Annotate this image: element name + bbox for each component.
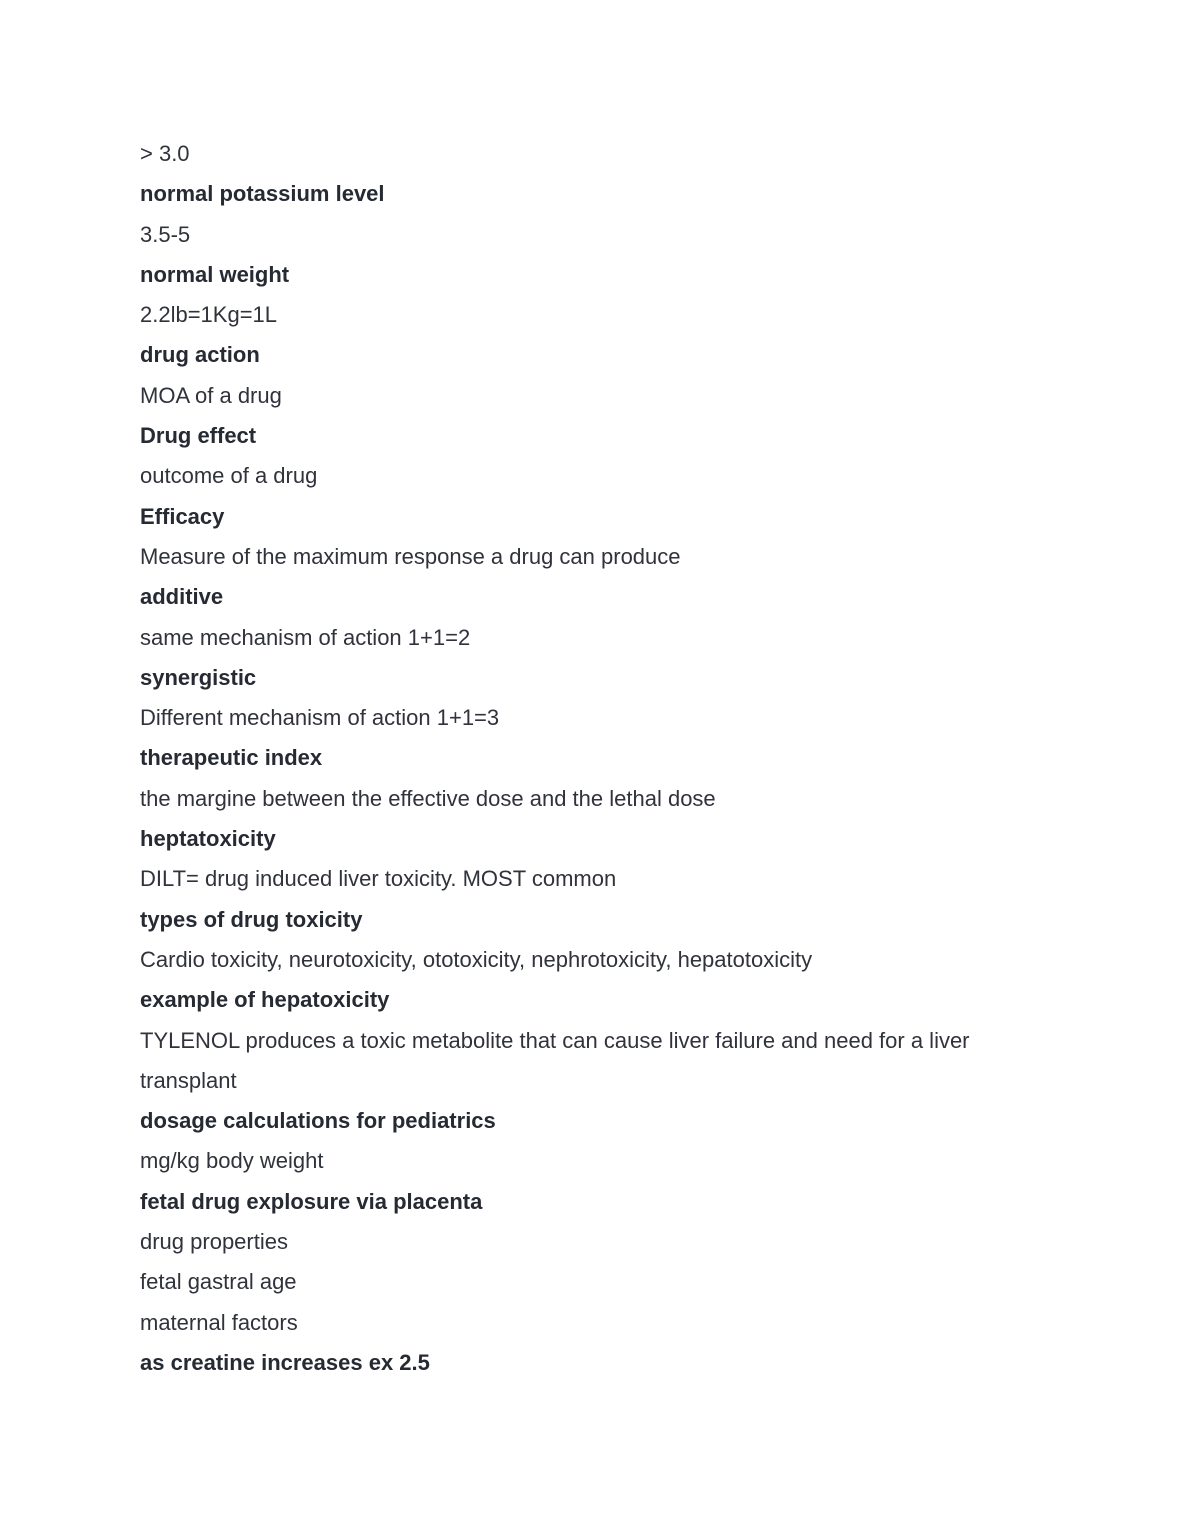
definition-text: > 3.0 <box>140 141 190 166</box>
definition-text: DILT= drug induced liver toxicity. MOST common <box>140 866 617 892</box>
term-heading: normal potassium level <box>140 181 385 207</box>
document-page <box>140 134 1040 1383</box>
definition-text: Measure of the maximum response a drug can produce <box>140 543 681 569</box>
definition-text: drug properties <box>140 1229 288 1255</box>
term-heading: drug action <box>140 342 260 368</box>
definition-text: mg/kg body weight <box>140 1148 324 1174</box>
term-heading: additive <box>140 584 224 610</box>
term-heading: types of drug toxicity <box>140 906 363 932</box>
term-heading: therapeutic index <box>140 745 323 771</box>
definition-text: the margine between the effective dose and the lethal dose <box>140 785 716 811</box>
definition-text: Cardio toxicity, neurotoxicity, ototoxicity, nephrotoxicity, hepatotoxicity <box>140 946 813 972</box>
term-heading: normal weight <box>140 261 290 287</box>
term-heading: heptatoxicity <box>140 826 276 852</box>
definition-text: transplant <box>140 1067 237 1093</box>
term-heading: fetal drug explosure via placenta <box>140 1188 483 1214</box>
definition-text: MOA of a drug <box>140 382 282 408</box>
term-heading: dosage calculations for pediatrics <box>140 1108 496 1134</box>
term-heading: Efficacy <box>140 503 225 529</box>
term-heading: example of hepatoxicity <box>140 987 390 1013</box>
definition-text: outcome of a drug <box>140 463 318 489</box>
definition-text: maternal factors <box>140 1309 298 1335</box>
definition-text: fetal gastral age <box>140 1269 297 1295</box>
definition-text: TYLENOL produces a toxic metabolite that can cause liver failure and need for a liver <box>140 1027 970 1053</box>
definition-text: same mechanism of action 1+1=2 <box>140 624 471 650</box>
definition-text: Different mechanism of action 1+1=3 <box>140 705 500 731</box>
definition-text: 3.5-5 <box>140 221 191 247</box>
definition-text: 2.2lb=1Kg=1L <box>140 302 278 328</box>
term-heading: synergistic <box>140 664 257 690</box>
term-heading: as creatine increases ex 2.5 <box>140 1349 430 1375</box>
term-heading: Drug effect <box>140 423 257 449</box>
